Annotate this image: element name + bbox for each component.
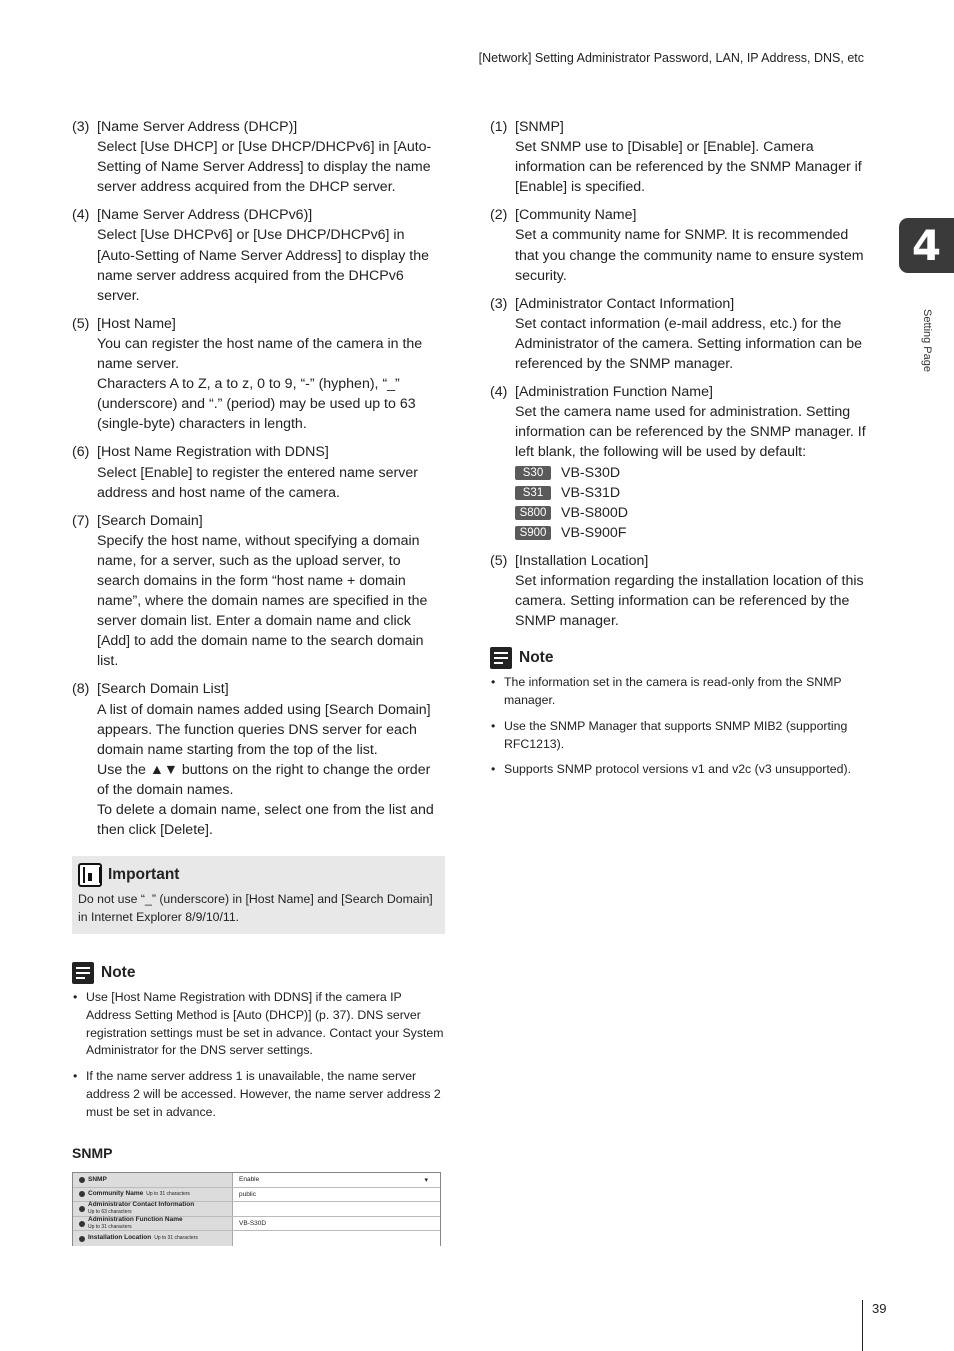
item-search-domain [72,511,444,672]
item-title: [Host Name] [97,315,176,332]
item-title: [Administration Function Name] [515,384,713,401]
item-text: Specify the host name, without specifying a domain name, for a server, such as the upload server, to search domains in the form “host name + domain name”, where the domain names are specified in the server domain list. Enter a domain name and click [Add] to add the domain name to the search domain list. [97,532,428,670]
item-number: (5) [72,315,90,332]
community-name-row [73,1188,440,1203]
important-box [72,856,445,934]
snmp-settings-table [72,1172,441,1246]
item-snmp [490,117,868,197]
row-hint: Up to 31 characters [146,1191,190,1198]
item-host-name [72,314,444,435]
model-row [515,463,868,483]
snmp-row [73,1173,440,1188]
model-name: VB-S31D [561,484,621,501]
row-hint: Up to 31 characters [154,1235,198,1242]
item-title: [Community Name] [515,207,637,224]
note-item: • If the name server address 1 is unavailable, the name server address 2 will be accessed. However, the name server address 2 must be set in advance. [72,1068,444,1121]
running-header: [Network] Setting Administrator Password, LAN, IP Address, DNS, etc [478,51,864,65]
item-ddns [72,442,444,502]
item-number: (6) [72,444,90,461]
model-name: VB-S30D [561,464,621,481]
item-text: Select [Enable] to register the entered name server address and host name of the camera. [97,464,418,501]
note-title: Note [519,649,554,667]
item-community-name [490,205,868,285]
item-text: Set contact information (e-mail address, etc.) for the Administrator of the camera. Setting information can be referenced by the SNMP manager. [515,315,862,373]
model-badge: S900 [515,526,551,540]
help-icon[interactable] [79,1206,85,1212]
note-item: • The information set in the camera is read-only from the SNMP manager. [490,674,868,710]
item-text: Set a community name for SNMP. It is recommended that you change the community name to ensure system security. [515,227,864,284]
item-title: [Host Name Registration with DDNS] [97,444,329,461]
item-number: (1) [490,119,508,135]
installation-location-row [73,1231,440,1246]
note-title: Note [101,964,136,981]
snmp-select[interactable]: Enable ▾ [233,1173,440,1187]
installation-location-input[interactable] [233,1231,440,1246]
item-number: (7) [72,512,90,529]
note-item: • Use [Host Name Registration with DDNS] if the camera IP Address Setting Method is [Auto (DHCP)] (p. 37). DNS server registration settings must be set in advance. Contact your System Administrator for the DNS server settings. [72,989,444,1060]
chapter-tab[interactable]: 4 [899,218,954,273]
right-column [490,117,868,787]
item-installation-location [490,551,868,631]
row-label: Administration Function Name [88,1216,183,1224]
admin-function-input[interactable]: VB-S30D [233,1217,440,1231]
model-row [515,503,868,523]
item-text: Select [Use DHCPv6] or [Use DHCP/DHCPv6] in [Auto-Setting of Name Server Address] to display the name server address acquired from the DHCPv6 server. [97,227,429,304]
row-label: SNMP [88,1175,107,1183]
note-right [490,647,868,779]
left-column [72,117,444,848]
row-label: Administrator Contact Information [88,1201,195,1209]
item-search-domain-list [72,679,444,840]
item-name-server-dhcp [72,117,444,197]
note-item: • Use the SNMP Manager that supports SNMP MIB2 (supporting RFC1213). [490,718,868,754]
item-admin-contact [490,294,868,374]
item-text: Set SNMP use to [Disable] or [Enable]. Camera information can be referenced by the SNMP Manager if [Enable] is specified. [515,139,862,196]
item-text: Set information regarding the installation location of this camera. Setting information can be referenced by the SNMP manager. [515,572,864,630]
model-badge: S30 [515,466,551,480]
note-left [72,962,444,1130]
item-number: (3) [490,295,508,312]
item-title: [Name Server Address (DHCPv6)] [97,207,313,224]
item-number: (4) [72,207,90,224]
page-number: 39 [872,1301,887,1316]
item-number: (5) [490,552,508,569]
item-number: (4) [490,384,508,401]
admin-function-row [73,1217,440,1232]
note-icon [72,962,94,984]
item-text: A list of domain names added using [Search Domain] appears. The function queries DNS server for each domain name starting from the top of the list. [97,701,431,758]
important-text: Do not use “_” (underscore) in [Host Name] and [Search Domain] in Internet Explorer 8/9/10/11. [78,892,433,924]
item-text: Characters A to Z, a to z, 0 to 9, “-” (hyphen), “_” (underscore) and “.” (period) may be used up to 63 (single-byte) characters in length. [97,376,416,433]
admin-contact-row [73,1202,440,1217]
item-number: (3) [72,119,90,135]
item-text: Set the camera name used for administration. Setting information can be referenced by the SNMP manager. If left blank, the following will be used by default: [515,404,866,461]
model-badge: S31 [515,486,551,500]
model-badge: S800 [515,506,551,520]
model-row [515,483,868,503]
item-title: [SNMP] [515,119,564,135]
item-title: [Search Domain List] [97,681,229,698]
snmp-heading: SNMP [72,1145,113,1161]
note-icon [490,647,512,669]
row-label: Installation Location [88,1234,152,1242]
item-title: [Name Server Address (DHCP)] [97,119,298,135]
chapter-label: Setting Page [921,309,933,372]
row-label: Community Name [88,1190,144,1198]
item-number: (8) [72,681,90,698]
row-hint: Up to 31 characters [88,1223,132,1230]
model-name: VB-S800D [561,504,629,521]
item-text: Use the ▲▼ buttons on the right to change the order of the domain names. [97,761,431,798]
item-title: [Installation Location] [515,552,649,569]
page-number-rule [862,1300,863,1351]
model-name: VB-S900F [561,524,627,541]
item-text: To delete a domain name, select one from the list and then click [Delete]. [97,802,434,839]
help-icon[interactable] [79,1177,85,1183]
row-hint: Up to 63 characters [88,1208,132,1215]
item-title: [Administrator Contact Information] [515,295,735,312]
community-name-input[interactable]: public [233,1188,440,1202]
help-icon[interactable] [79,1236,85,1242]
important-title: Important [108,866,180,883]
note-item: • Supports SNMP protocol versions v1 and v2c (v3 unsupported). [490,761,868,779]
help-icon[interactable] [79,1221,85,1227]
item-admin-function [490,382,868,543]
help-icon[interactable] [79,1191,85,1197]
model-row [515,523,868,543]
item-name-server-dhcpv6 [72,205,444,305]
admin-contact-input[interactable] [233,1202,440,1216]
item-title: [Search Domain] [97,512,203,529]
item-number: (2) [490,207,508,224]
item-text: Select [Use DHCP] or [Use DHCP/DHCPv6] in [Auto-Setting of Name Server Address] to display the name server address acquired from the DHCP server. [97,139,432,196]
important-icon [78,863,102,887]
item-text: You can register the host name of the camera in the name server. [97,335,423,373]
